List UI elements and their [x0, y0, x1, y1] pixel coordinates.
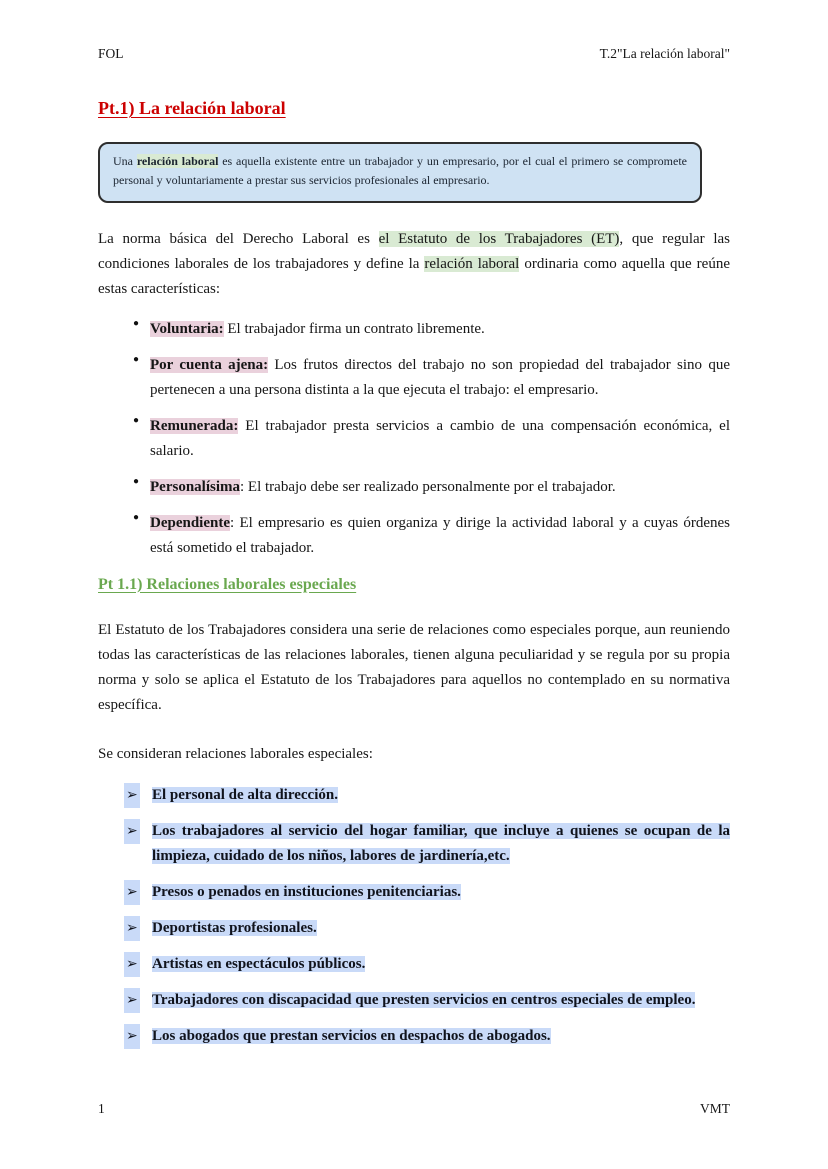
- characteristic-text: Voluntaria: El trabajador firma un contrato libremente.: [150, 320, 485, 337]
- page-footer: [98, 1101, 730, 1117]
- special-relation-item: [98, 1024, 730, 1049]
- arrow-bullet-icon: ➢: [124, 819, 140, 844]
- definition-lead: Una: [113, 154, 137, 169]
- characteristic-term: Dependiente: [150, 514, 230, 531]
- special-relation-text: El personal de alta dirección.: [152, 786, 338, 803]
- characteristic-text: Personalísima: El trabajo debe ser realizado personalmente por el trabajador.: [150, 478, 616, 495]
- special-relations-paragraph: El Estatuto de los Trabajadores considera una serie de relaciones como especiales porque, aun reuniendo todas las características de las relaciones laborales, tienen alguna peculiaridad y se regula por su propia norma y solo se aplica el Estatuto de los Trabajadores para aquellos no contemplado en su normativa específica.: [98, 621, 730, 713]
- relacion-laboral-highlight: relación laboral: [424, 255, 520, 272]
- special-relations-intro: Se consideran relaciones laborales especiales:: [98, 745, 373, 762]
- page-header: [98, 46, 730, 62]
- special-relation-text: Presos o penados en instituciones penitenciarias.: [152, 883, 461, 900]
- special-relation-item: [98, 783, 730, 808]
- characteristic-text: Dependiente: El empresario es quien organiza y dirige la actividad laboral y a cuyas órdenes está sometido el trabajador.: [150, 514, 730, 556]
- special-relation-item: [98, 988, 730, 1013]
- bullet-icon: ●: [133, 317, 140, 329]
- header-topic-title: T.2"La relación laboral": [599, 46, 730, 61]
- arrow-bullet-icon: ➢: [124, 988, 140, 1013]
- section-1-title: Pt.1) La relación laboral: [98, 98, 286, 119]
- paragraph-text: La norma básica del Derecho Laboral es: [98, 230, 379, 247]
- characteristic-term: Remunerada:: [150, 417, 239, 434]
- definition-text: [113, 152, 687, 190]
- author-initials: VMT: [700, 1101, 730, 1116]
- definition-rest: es aquella existente entre un trabajador y un empresario, por el cual el primero se compromete personal y voluntariamente a prestar sus servicios profesionales al empresario.: [113, 154, 687, 188]
- header-course-code: FOL: [98, 46, 124, 61]
- special-relation-item: [98, 952, 730, 977]
- list-item-dependiente: [98, 511, 730, 561]
- characteristic-term: Personalísima: [150, 478, 240, 495]
- special-relation-item: [98, 916, 730, 941]
- definition-term-highlight: relación laboral: [136, 154, 219, 169]
- arrow-bullet-icon: ➢: [124, 783, 140, 808]
- special-relation-text: Deportistas profesionales.: [152, 919, 317, 936]
- list-item-personalisima: [98, 475, 730, 500]
- paragraph-text: , que regular las condiciones laborales de los trabajadores y define la: [98, 230, 730, 272]
- list-item-voluntaria: [98, 317, 730, 342]
- bullet-icon: ●: [133, 414, 140, 426]
- estatuto-highlight: el Estatuto de los Trabajadores (ET): [378, 230, 620, 247]
- section-1-1-title: Pt 1.1) Relaciones laborales especiales: [98, 575, 357, 593]
- definition-box: [98, 142, 702, 202]
- bullet-icon: ●: [133, 511, 140, 523]
- list-item-por-cuenta-ajena: [98, 353, 730, 403]
- bullet-icon: ●: [133, 475, 140, 487]
- arrow-bullet-icon: ➢: [124, 916, 140, 941]
- special-relation-text: Los abogados que prestan servicios en despachos de abogados.: [152, 1027, 551, 1044]
- arrow-bullet-icon: ➢: [124, 952, 140, 977]
- special-relation-item: [98, 819, 730, 869]
- special-relation-text: Trabajadores con discapacidad que presten servicios en centros especiales de empleo.: [152, 991, 696, 1008]
- list-item-remunerada: [98, 414, 730, 464]
- characteristic-text: Remunerada: El trabajador presta servicios a cambio de una compensación económica, el salario.: [150, 417, 730, 459]
- arrow-bullet-icon: ➢: [124, 1024, 140, 1049]
- bullet-icon: ●: [133, 353, 140, 365]
- characteristic-text: Por cuenta ajena: Los frutos directos del trabajo no son propiedad del trabajador sino que pertenecen a una persona distinta a la que ejecuta el trabajo: el empresario.: [150, 356, 730, 398]
- characteristic-term: Voluntaria:: [150, 320, 224, 337]
- special-relation-text: Artistas en espectáculos públicos.: [152, 955, 366, 972]
- paragraph-text: ordinaria como aquella que reúne estas características:: [98, 255, 730, 297]
- characteristics-list: [98, 317, 730, 561]
- special-relations-list: [98, 783, 730, 1049]
- page-number: 1: [98, 1101, 105, 1116]
- special-relation-item: [98, 880, 730, 905]
- intro-paragraph: [98, 227, 730, 302]
- arrow-bullet-icon: ➢: [124, 880, 140, 905]
- special-relation-text: Los trabajadores al servicio del hogar familiar, que incluye a quienes se ocupan de la limpieza, cuidado de los niños, labores de jardinería,etc.: [152, 822, 730, 864]
- characteristic-term: Por cuenta ajena:: [150, 356, 269, 373]
